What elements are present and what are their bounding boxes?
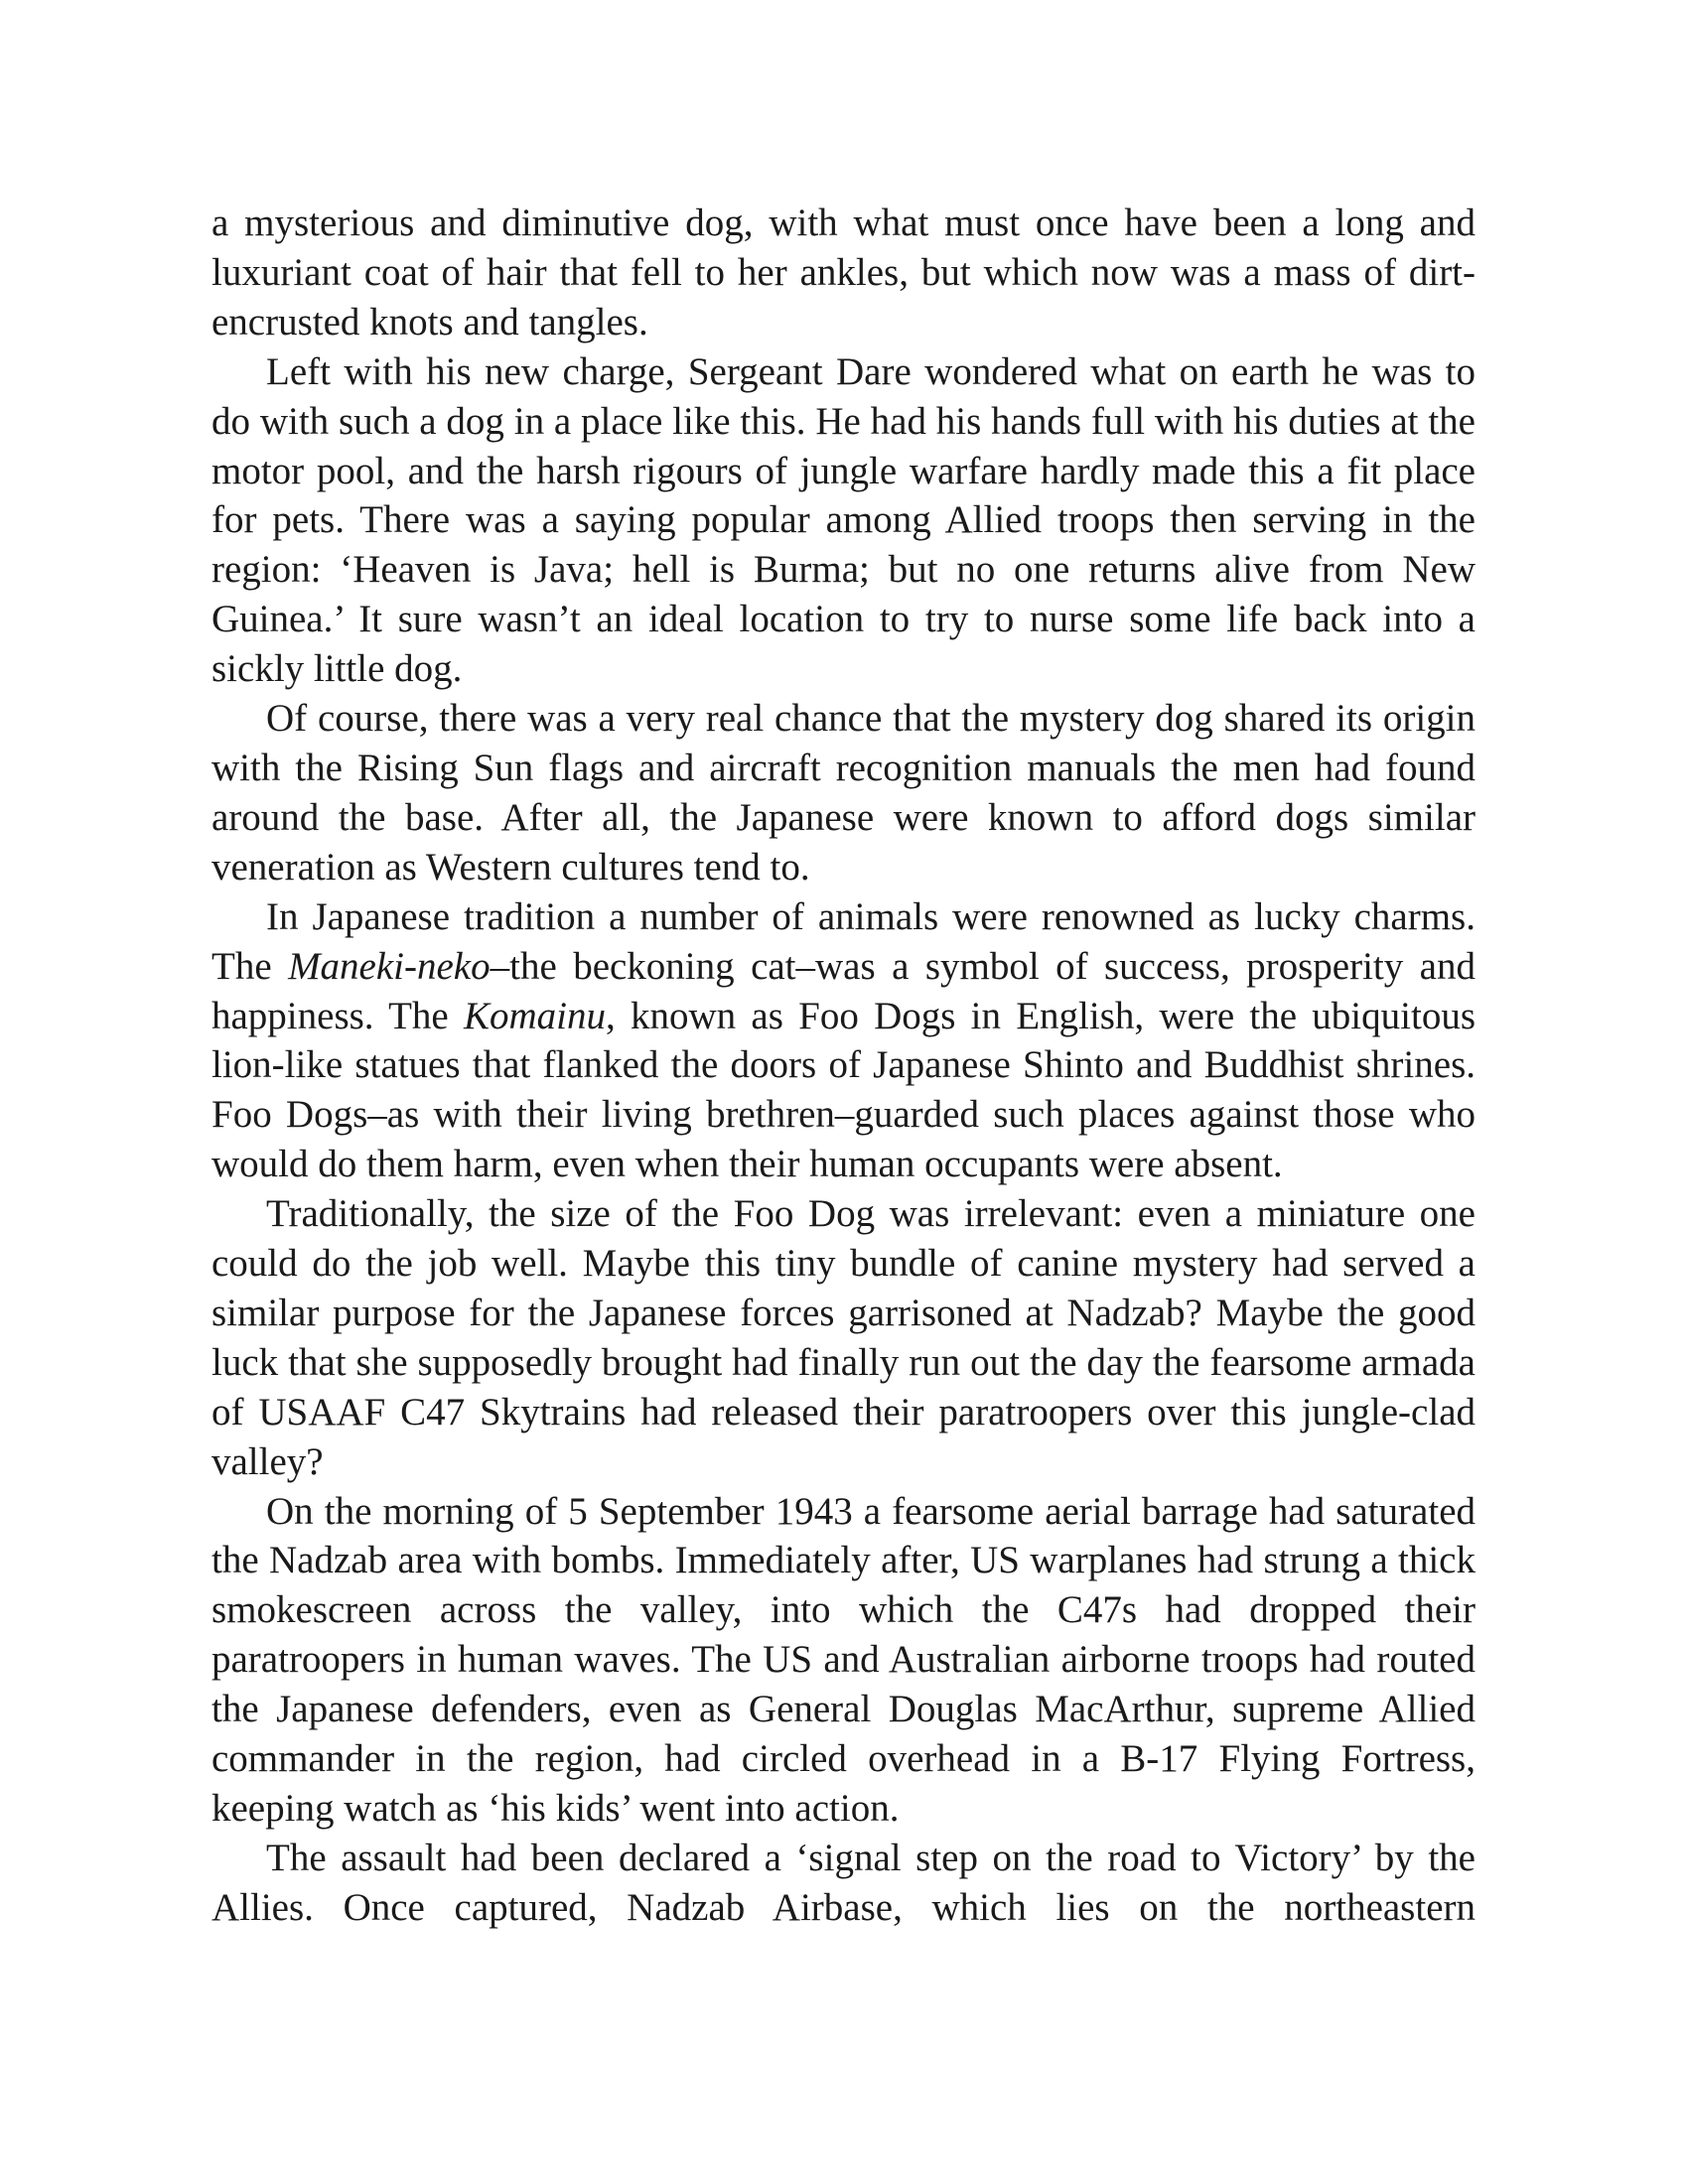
paragraph-text: –the beckoning cat–was a symbol of success, prosperity and happiness. The <box>211 944 1476 1037</box>
paragraph-4 <box>211 892 1476 1189</box>
paragraph-text: a mysterious and diminutive dog, with what must once have been a long and luxuriant coat of hair that fell to her ankles, but which now was a mass of dirt-encrusted knots and tangles. <box>211 202 1476 343</box>
paragraph-5 <box>211 1189 1476 1486</box>
paragraph-text: The assault had been declared a ‘signal step on the road to Victory’ by the Allies. Once captured, Nadzab Airbase, which lies on the northeastern <box>211 1836 1476 1929</box>
paragraph-1 <box>211 199 1476 347</box>
paragraph-7 <box>211 1834 1476 1933</box>
paragraph-3 <box>211 694 1476 892</box>
italic-term-maneki-neko: Maneki-neko <box>288 944 491 988</box>
paragraph-text: , known as Foo Dogs in English, were the ubiquitous lion-like statues that flanked the doors of Japanese Shinto and Buddhist shrines. Foo Dogs–as with their living brethren–guarded such places against those who would do them harm, even when their human occupants were absent. <box>211 994 1476 1186</box>
paragraph-text: Traditionally, the size of the Foo Dog was irrelevant: even a miniature one could do the job well. Maybe this tiny bundle of canine mystery had served a similar purpose for the Japanese forces garrisoned at Nadzab? Maybe the good luck that she supposedly brought had finally run out the day the fearsome armada of USAAF C47 Skytrains had released their paratroopers over this jungle-clad valley? <box>211 1192 1476 1483</box>
book-page <box>211 199 1476 1933</box>
italic-term-komainu: Komainu <box>463 994 606 1037</box>
paragraph-text: On the morning of 5 September 1943 a fearsome aerial barrage had saturated the Nadzab area with bombs. Immediately after, US warplanes had strung a thick smokescreen across the valley, into which the C47s had dropped their paratroopers in human waves. The US and Australian airborne troops had routed the Japanese defenders, even as General Douglas MacArthur, supreme Allied commander in the region, had circled overhead in a B-17 Flying Fortress, keeping watch as ‘his kids’ went into action. <box>211 1489 1476 1830</box>
paragraph-text: Left with his new charge, Sergeant Dare wondered what on earth he was to do with such a dog in a place like this. He had his hands full with his duties at the motor pool, and the harsh rigours of jungle warfare hardly made this a fit place for pets. There was a saying popular among Allied troops then serving in the region: ‘Heaven is Java; hell is Burma; but no one returns alive from New Guinea.’ It sure wasn’t an ideal location to try to nurse some life back into a sickly little dog. <box>211 349 1476 691</box>
paragraph-6 <box>211 1487 1476 1834</box>
paragraph-text: In Japanese tradition a number of animals were renowned as lucky charms. The <box>211 894 1476 988</box>
paragraph-2 <box>211 347 1476 694</box>
paragraph-text: Of course, there was a very real chance that the mystery dog shared its origin with the Rising Sun flags and aircraft recognition manuals the men had found around the base. After all, the Japanese were known to afford dogs similar veneration as Western cultures tend to. <box>211 697 1476 888</box>
